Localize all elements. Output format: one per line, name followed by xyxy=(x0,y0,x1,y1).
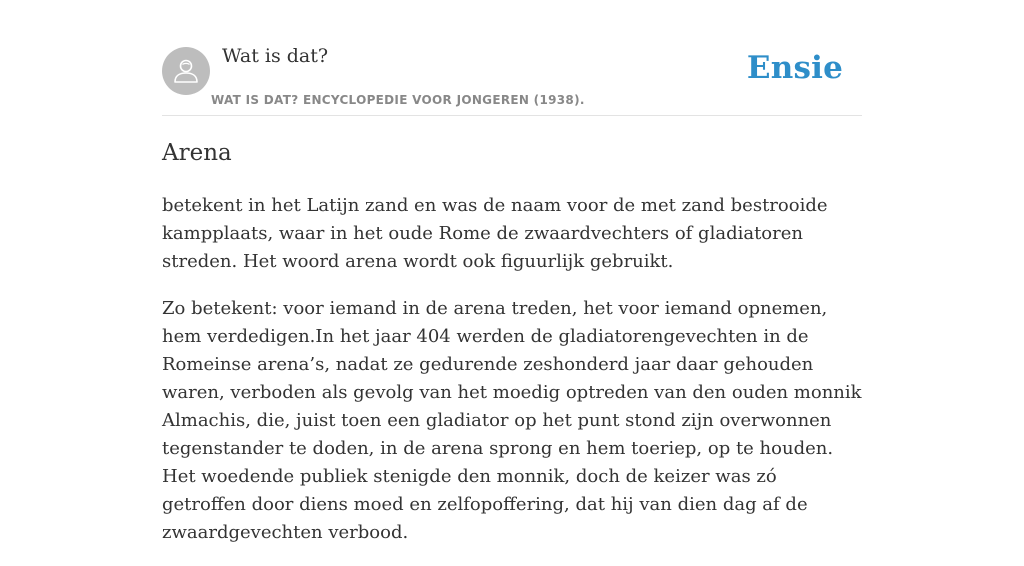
brand-logo[interactable]: Ensie xyxy=(746,50,843,86)
content-container xyxy=(162,0,862,543)
source-subtitle[interactable]: WAT IS DAT? ENCYCLOPEDIE VOOR JONGEREN (1938). xyxy=(211,93,585,107)
article-body xyxy=(162,192,862,566)
avatar[interactable] xyxy=(162,47,210,95)
source-title[interactable]: Wat is dat? xyxy=(222,45,329,67)
source-header xyxy=(162,0,862,116)
article-title: Arena xyxy=(162,140,232,166)
user-icon xyxy=(171,56,201,86)
article-paragraph: betekent in het Latijn zand en was de naam voor de met zand bestrooide kampplaats, waar in het oude Rome de zwaardvechters of gladiatoren streden. Het woord arena wordt ook figuurlijk gebruikt. xyxy=(162,195,828,272)
article-paragraph: Zo betekent: voor iemand in de arena treden, het voor iemand opnemen, hem verdedigen.In het jaar 404 werden de gladiatorengevechten in de Romeinse arena’s, nadat ze gedurende zeshonderd jaar daar gehouden waren, verboden als gevolg van het moedig optreden van den ouden monnik Almachis, die, juist toen een gladiator op het punt stond zijn overwonnen tegenstander te doden, in de arena sprong en hem toeriep, op te houden. Het woedende publiek stenigde den monnik, doch de keizer was zó getroffen door diens moed en zelfopoffering, dat hij van dien dag af de zwaardgevechten verbood. xyxy=(162,298,862,543)
